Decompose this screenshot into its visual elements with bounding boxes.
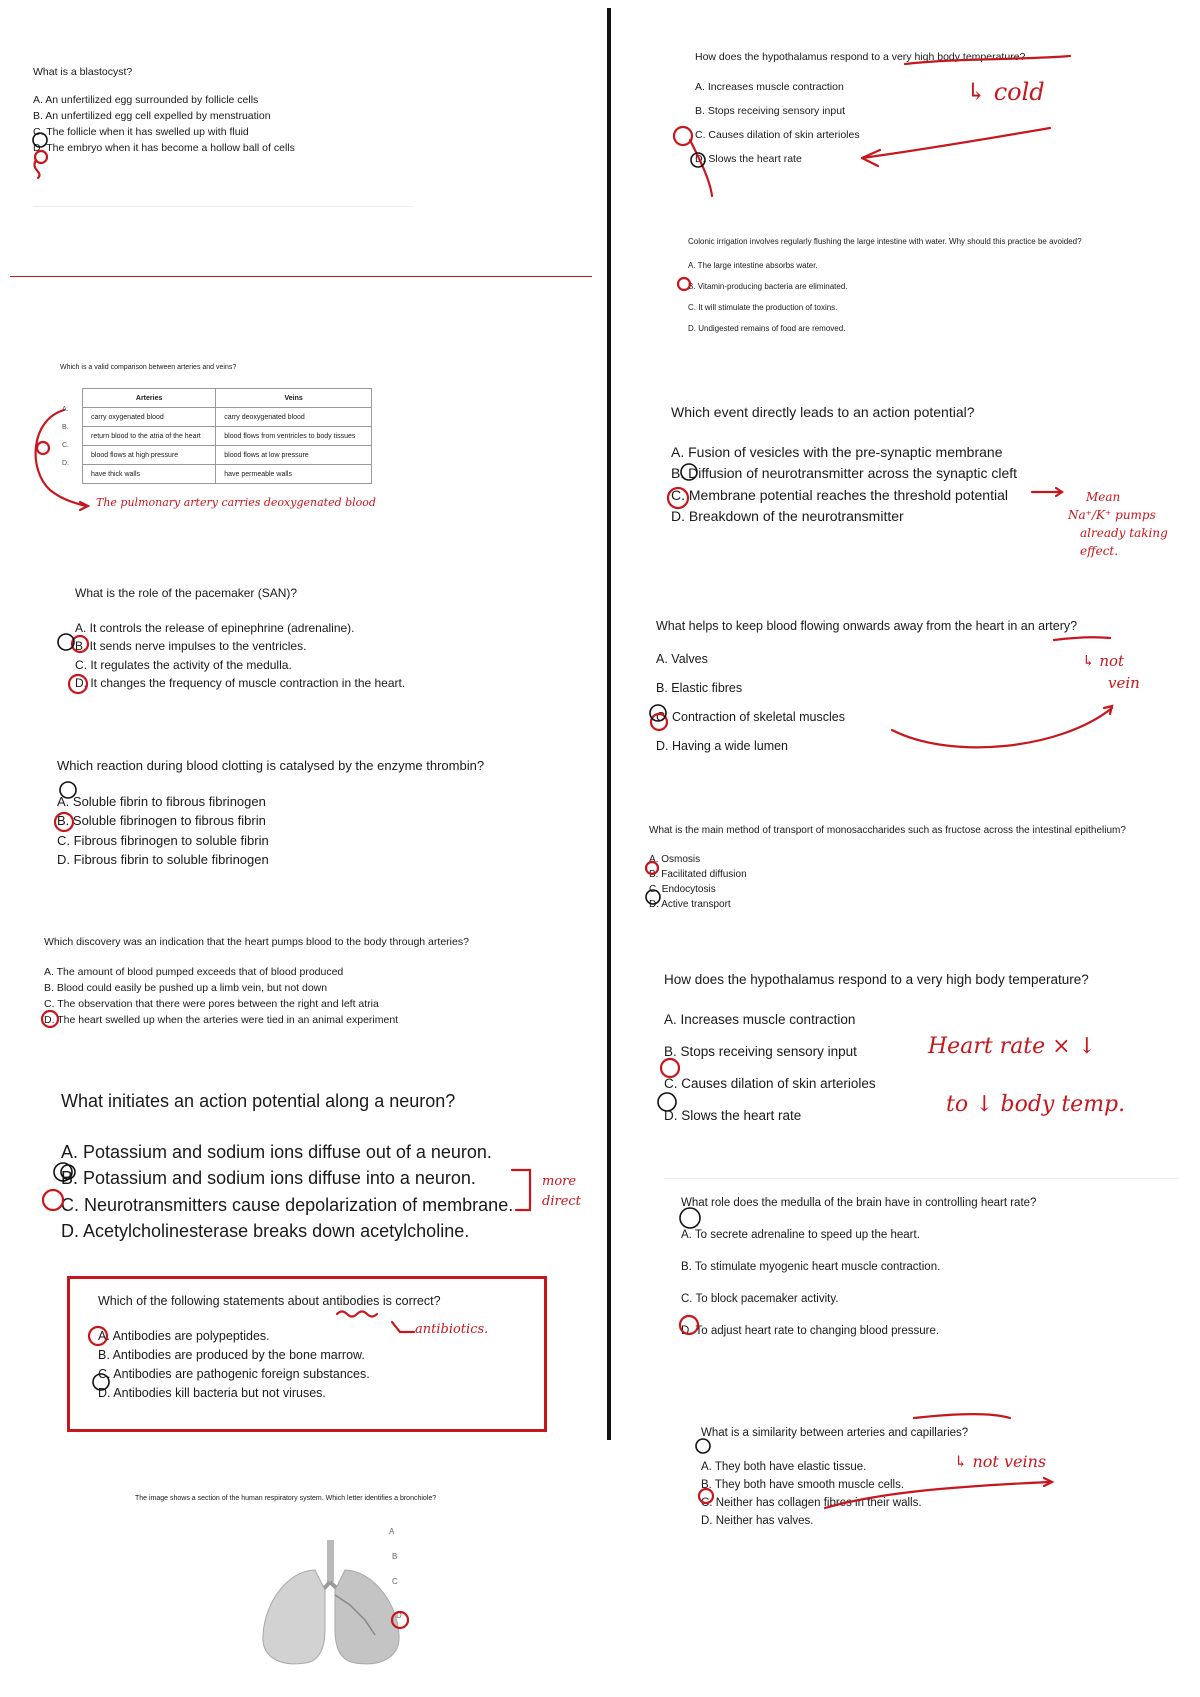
option-a: A. Valves (656, 652, 708, 666)
handwritten-note-heart-rate (928, 1018, 1125, 1134)
option-d: D. Fibrous fibrin to soluble fibrinogen (57, 852, 269, 867)
option-a: A. It controls the release of epinephrine (adrenaline). (75, 620, 355, 635)
question-discovery (44, 934, 469, 1028)
option-c: C. Causes dilation of skin arterioles (695, 129, 860, 141)
row-letter-b: B. (62, 424, 69, 431)
comparison-table (82, 388, 372, 484)
option-c: C. It regulates the activity of the medulla. (75, 657, 292, 672)
option-c: C. Membrane potential reaches the threshold potential (671, 486, 1008, 503)
table-cell: have thick walls (83, 465, 216, 484)
table-row (83, 408, 372, 427)
red-section-divider (10, 276, 592, 277)
handwritten-note-not-vein (1082, 650, 1140, 694)
option-b: B. Elastic fibres (656, 681, 743, 695)
option-a: A. Osmosis (649, 854, 701, 865)
option-a: A. Increases muscle contraction (664, 1012, 856, 1027)
question-stem: What is a blastocyst? (33, 66, 133, 78)
table-cell: blood flows from ventricles to body tissues (216, 427, 372, 446)
option-c: C. Antibodies are pathogenic foreign substances. (98, 1367, 370, 1381)
option-d: D. The heart swelled up when the arteries were tied in an animal experiment (44, 1014, 399, 1026)
option-b: B. An unfertilized egg cell expelled by menstruation (33, 110, 271, 122)
question-blastocyst (33, 64, 295, 156)
label-d: D (396, 1611, 402, 1620)
option-a: A. Potassium and sodium ions diffuse out of a neuron. (61, 1141, 492, 1162)
column-divider (607, 8, 611, 1440)
option-d: D. Slows the heart rate (664, 1108, 802, 1123)
question-bronchiole (135, 1495, 436, 1502)
option-d: D. Undigested remains of food are removed. (688, 324, 846, 333)
question-artery-flow (656, 617, 1077, 761)
question-stem: Colonic irrigation involves regularly flushing the large intestine with water. Why should this practice be avoided? (688, 237, 1082, 246)
option-c: C. To block pacemaker activity. (681, 1293, 839, 1305)
question-colonic (688, 236, 1082, 339)
question-initiates (61, 1088, 513, 1245)
table-cell: carry oxygenated blood (83, 408, 216, 427)
option-c: C. The observation that there were pores between the right and left atria (44, 998, 379, 1010)
handwritten-note-not-veins: ↳ not veins (954, 1452, 1047, 1471)
option-a: A. The large intestine absorbs water. (688, 261, 818, 270)
note-line: vein (1108, 674, 1140, 692)
option-d: D. Acetylcholinesterase breaks down acetylcholine. (61, 1221, 470, 1241)
option-b: B. Diffusion of neurotransmitter across the synaptic cleft (671, 465, 1018, 481)
note-line: Mean (1086, 490, 1121, 504)
option-a: A. Antibodies are polypeptides. (98, 1329, 270, 1343)
question-stem: How does the hypothalamus respond to a very high body temperature? (664, 972, 1089, 987)
option-a: A. An unfertilized egg surrounded by follicle cells (33, 94, 259, 106)
lungs-diagram (255, 1540, 405, 1670)
option-b: B. Vitamin-producing bacteria are eliminated. (688, 282, 848, 291)
option-d: D. It changes the frequency of muscle contraction in the heart. (75, 676, 406, 690)
question-stem: Which is a valid comparison between arteries and veins? (60, 364, 237, 371)
question-stem: What role does the medulla of the brain have in controlling heart rate? (681, 1197, 1037, 1209)
option-d: D. Having a wide lumen (656, 739, 789, 753)
question-arteries-veins (60, 364, 356, 478)
option-b: B. Stops receiving sensory input (695, 105, 845, 117)
table-cell: have permeable walls (216, 465, 372, 484)
option-d: D. The embryo when it has become a hollow ball of cells (33, 142, 295, 154)
option-d: D. Slows the heart rate (695, 153, 802, 165)
option-a: A. Increases muscle contraction (695, 81, 844, 93)
question-pacemaker (75, 584, 405, 693)
table-header: Arteries (83, 389, 216, 408)
row-letter-a: A. (62, 406, 69, 413)
option-c: C. Endocytosis (649, 884, 716, 895)
table-header: Veins (216, 389, 372, 408)
question-stem: Which of the following statements about antibodies is correct? (98, 1294, 441, 1308)
question-antibodies (98, 1292, 441, 1403)
option-c: C. It will stimulate the production of toxins. (688, 303, 838, 312)
option-a: A. The amount of blood pumped exceeds that of blood produced (44, 966, 344, 978)
label-c: C (392, 1577, 398, 1586)
divider-line (33, 206, 413, 207)
option-b: B. Blood could easily be pushed up a limb vein, but not down (44, 982, 328, 994)
option-b: B. Stops receiving sensory input (664, 1044, 857, 1059)
table-row (83, 465, 372, 484)
note-line: Heart rate × ↓ (928, 1034, 1097, 1059)
handwritten-note-antibiotics: antibiotics. (415, 1322, 489, 1337)
question-stem: Which reaction during blood clotting is catalysed by the enzyme thrombin? (57, 758, 485, 773)
row-letter-c: C. (62, 442, 69, 449)
question-monosaccharide-transport (649, 823, 1126, 912)
question-stem: What is a similarity between arteries and capillaries? (701, 1427, 969, 1439)
question-stem: How does the hypothalamus respond to a very high body temperature? (695, 51, 1026, 63)
handwritten-note-more-direct: more direct (542, 1174, 581, 1209)
question-stem: What is the main method of transport of monosaccharides such as fructose across the intestinal epithelium? (649, 825, 1126, 836)
question-stem: What is the role of the pacemaker (SAN)? (75, 586, 298, 600)
option-c: C. Causes dilation of skin arterioles (664, 1076, 876, 1091)
option-b: B. Soluble fibrinogen to fibrous fibrin (57, 813, 266, 828)
table-cell: blood flows at high pressure (83, 446, 216, 465)
label-b: B (392, 1552, 398, 1561)
question-hypothalamus-top (695, 49, 1025, 171)
question-stem: What helps to keep blood flowing onwards away from the heart in an artery? (656, 619, 1078, 633)
question-action-potential-event (671, 402, 1017, 528)
option-a: A. Fusion of vesicles with the pre-synaptic membrane (671, 443, 1003, 460)
note-line: already taking effect. (1080, 526, 1168, 558)
note-line: to ↓ body temp. (946, 1092, 1126, 1117)
label-a: A (389, 1527, 395, 1536)
option-c: C. Fibrous fibrinogen to soluble fibrin (57, 832, 269, 848)
option-b: B. It sends nerve impulses to the ventricles. (75, 639, 307, 653)
row-letter-d: D. (62, 460, 69, 467)
option-d: D. Breakdown of the neurotransmitter (671, 508, 904, 524)
question-stem: The image shows a section of the human respiratory system. Which letter identifies a bronchiole? (135, 1495, 437, 1502)
option-a: A. They both have elastic tissue. (701, 1461, 867, 1473)
handwritten-note-cold: ↳ cold (966, 78, 1045, 106)
option-c: C. Neurotransmitters cause depolarization of membrane. (61, 1194, 514, 1215)
option-b: B. They both have smooth muscle cells. (701, 1479, 905, 1491)
option-c: C. The follicle when it has swelled up with fluid (33, 126, 249, 138)
table-cell: return blood to the atria of the heart (83, 427, 216, 446)
handwritten-note-pulmonary: The pulmonary artery carries deoxygenated blood (96, 496, 376, 509)
table-cell: blood flows at low pressure (216, 446, 372, 465)
option-d: D. Active transport (649, 899, 731, 910)
option-b: B. Facilitated diffusion (649, 869, 747, 880)
note-line: ↳ not (1082, 652, 1125, 670)
option-d: D. Antibodies kill bacteria but not viruses. (98, 1386, 326, 1400)
option-b: B. Potassium and sodium ions diffuse into a neuron. (61, 1168, 476, 1188)
option-d: D. To adjust heart rate to changing blood pressure. (681, 1325, 940, 1337)
option-a: A. To secrete adrenaline to speed up the heart. (681, 1229, 920, 1241)
question-stem: Which discovery was an indication that the heart pumps blood to the body through arteries? (44, 936, 469, 948)
table-row (83, 427, 372, 446)
table-cell: carry deoxygenated blood (216, 408, 372, 427)
divider-line (664, 1178, 1179, 1179)
note-line: Na⁺/K⁺ pumps (1068, 508, 1156, 522)
question-thrombin (57, 756, 484, 870)
option-c: C. Neither has collagen fibres in their walls. (701, 1497, 922, 1509)
option-b: B. To stimulate myogenic heart muscle contraction. (681, 1261, 941, 1273)
question-stem: What initiates an action potential along a neuron? (61, 1091, 456, 1111)
option-b: B. Antibodies are produced by the bone marrow. (98, 1348, 365, 1362)
question-stem: Which event directly leads to an action potential? (671, 404, 975, 420)
table-row (83, 446, 372, 465)
handwritten-note-mean (1068, 488, 1186, 560)
question-similarity (701, 1424, 968, 1530)
option-c: C. Contraction of skeletal muscles (656, 710, 845, 724)
option-a: A. Soluble fibrin to fibrous fibrinogen (57, 793, 266, 809)
option-d: D. Neither has valves. (701, 1515, 814, 1527)
question-medulla (681, 1195, 1036, 1347)
